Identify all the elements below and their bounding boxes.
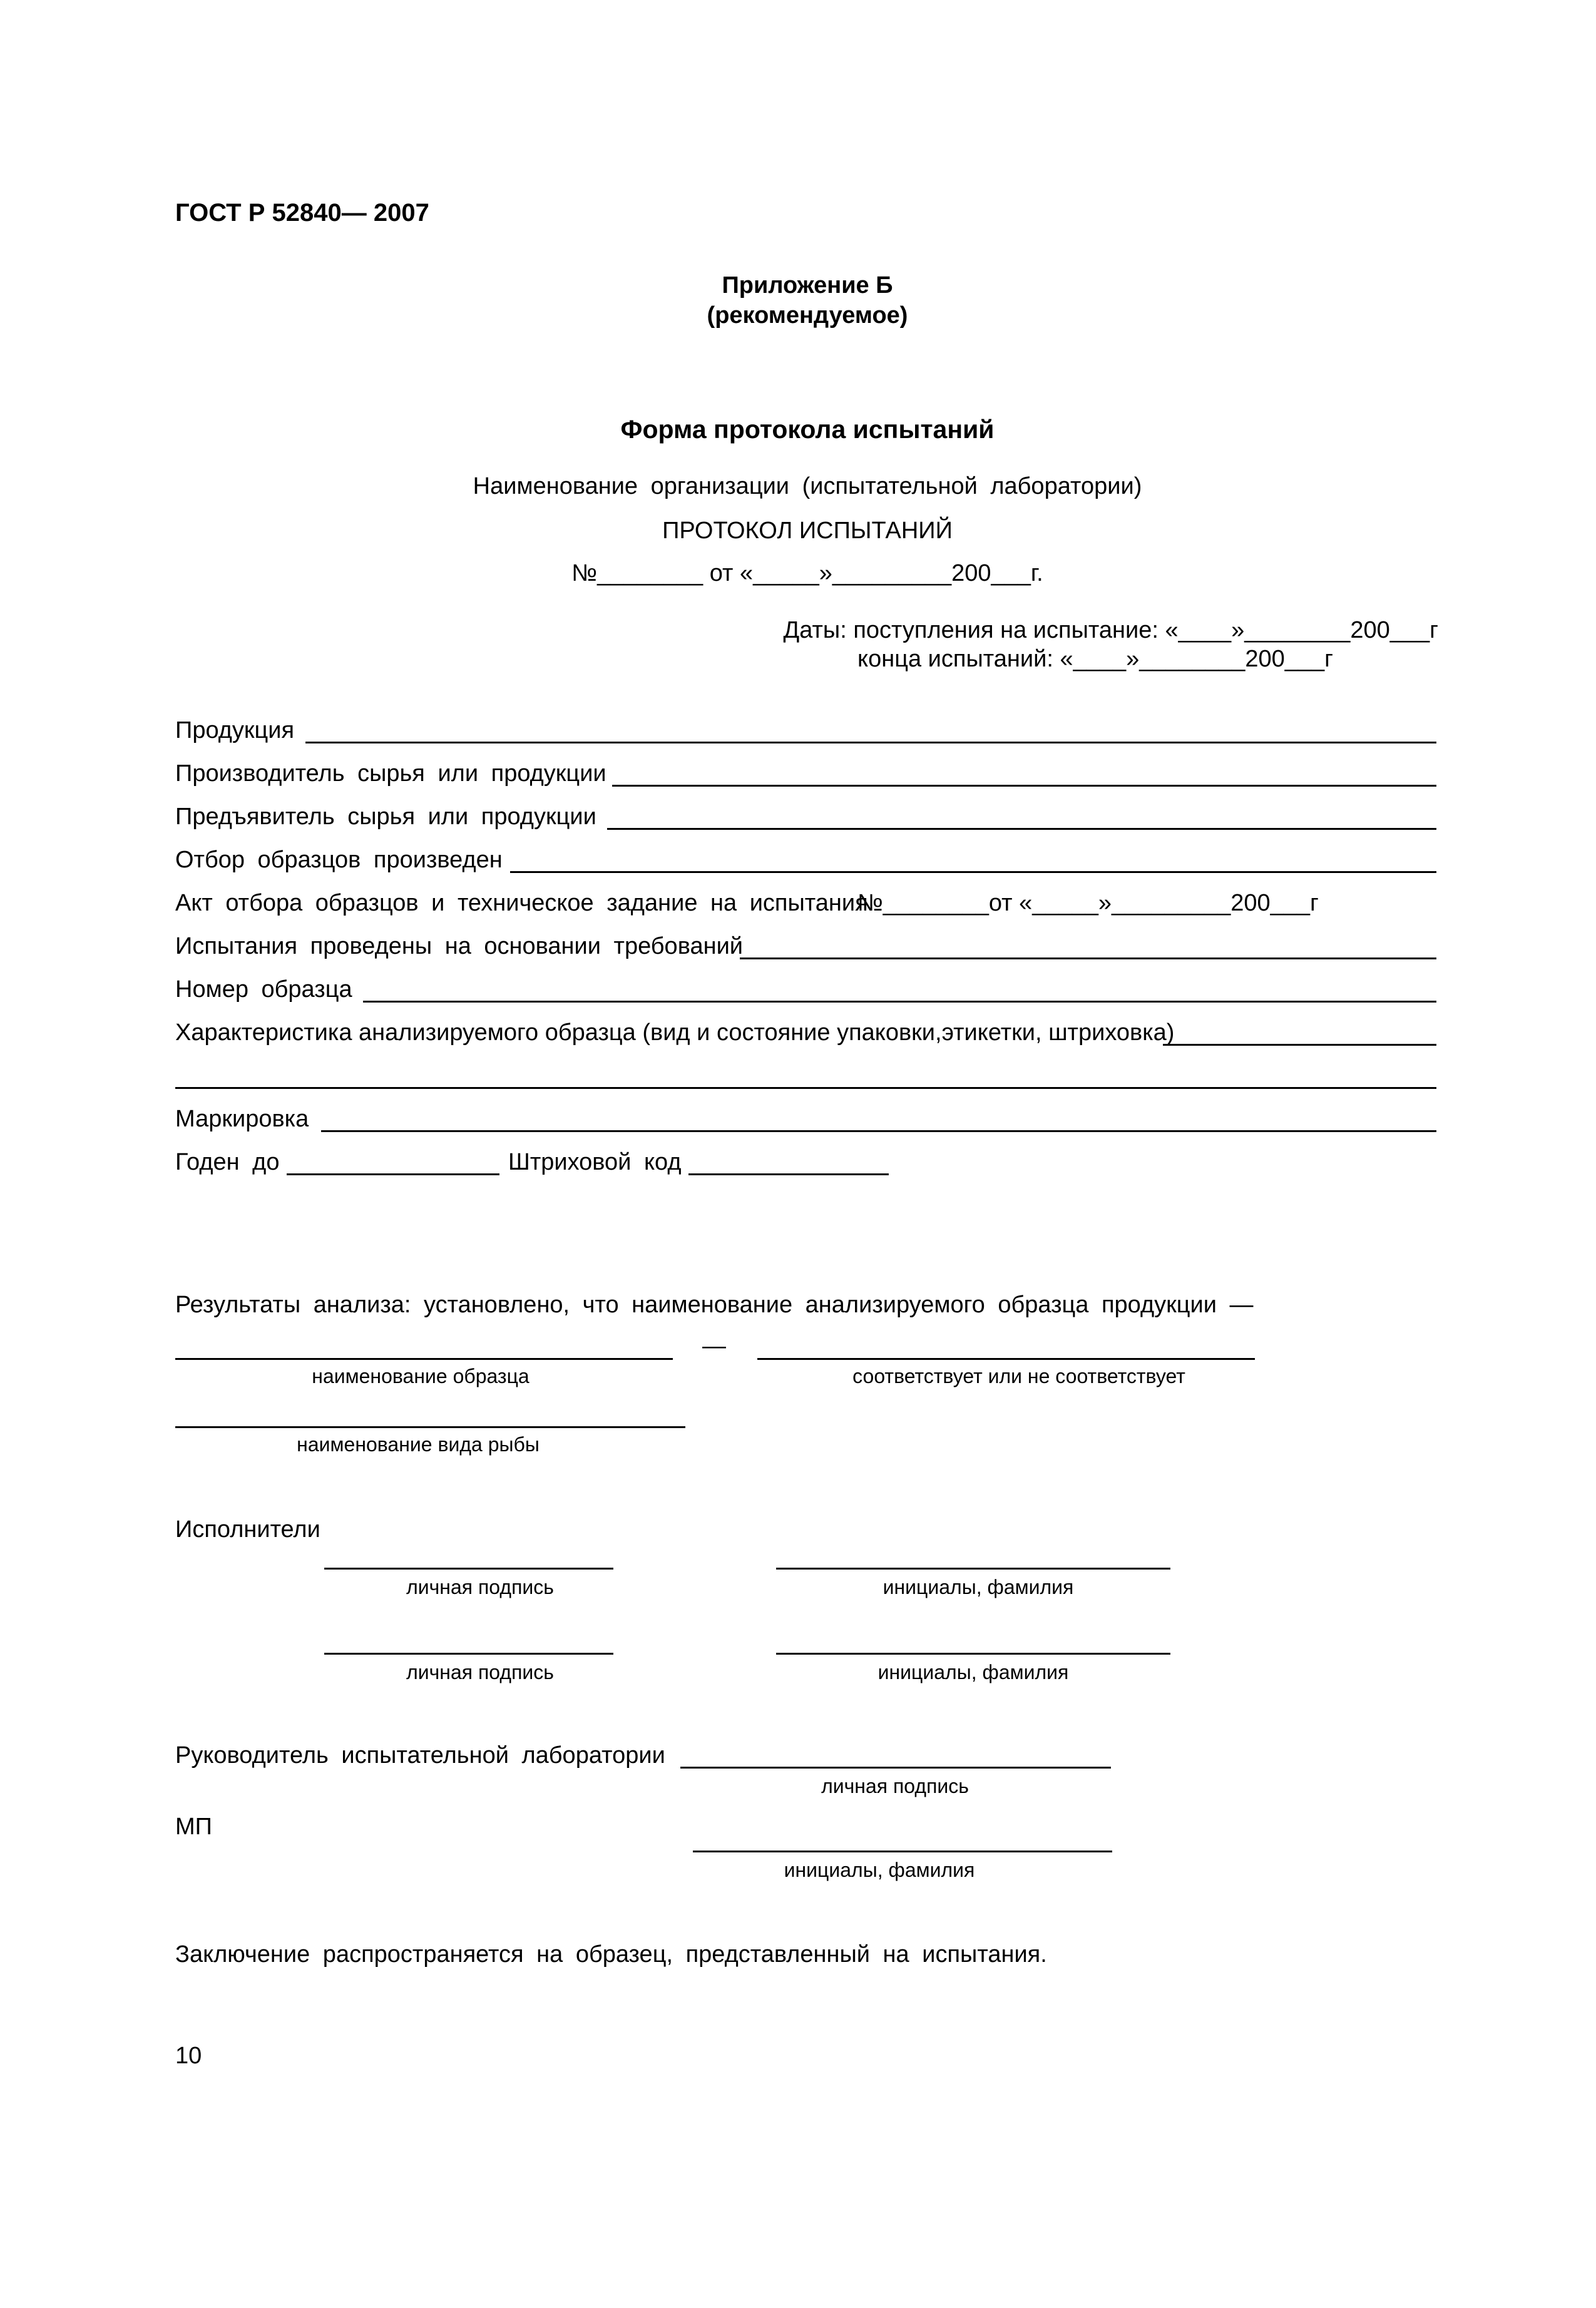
head-of-lab-signature-caption: личная подпись (821, 1775, 969, 1797)
field-basis-label: Испытания проведены на основании требований (175, 933, 744, 959)
field-sample-number-label: Номер образца (175, 976, 352, 1003)
stamp-label: МП (175, 1814, 212, 1840)
results-fish-line[interactable] (175, 1426, 685, 1428)
field-valid-until-line[interactable] (287, 1173, 499, 1175)
caption-fish-species: наименование вида рыбы (297, 1433, 540, 1456)
results-sample-line[interactable] (175, 1358, 673, 1360)
head-of-lab-label: Руководитель испытательной лаборатории (175, 1742, 665, 1769)
field-presenter-line[interactable] (607, 828, 1436, 830)
field-act-label: Акт отбора образцов и техническое задание на испытания (175, 890, 868, 916)
head-of-lab-signature-line[interactable] (680, 1767, 1111, 1769)
field-presenter-label: Предъявитель сырья или продукции (175, 804, 596, 830)
field-act-number: №________от «_____»_________200___г (857, 890, 1319, 916)
results-dash: — (702, 1333, 726, 1359)
field-product-line[interactable] (305, 742, 1436, 743)
field-characteristic-label: Характеристика анализируемого образца (вид и состояние упаковки,этикетки, штриховка) (175, 1019, 1175, 1046)
field-sampling-label: Отбор образцов произведен (175, 847, 503, 873)
executor2-name-caption: инициалы, фамилия (877, 1661, 1069, 1683)
results-text: Результаты анализа: установлено, что наименование анализируемого образца продукции — (175, 1292, 1254, 1318)
executor2-name-line[interactable] (776, 1653, 1170, 1655)
executors-label: Исполнители (175, 1516, 320, 1543)
field-marking-label: Маркировка (175, 1106, 309, 1132)
head-of-lab-name-line[interactable] (693, 1851, 1112, 1852)
field-product-label: Продукция (175, 717, 295, 743)
form-heading: Форма протокола испытаний (620, 415, 995, 444)
caption-conform: соответствует или не соответствует (852, 1365, 1185, 1387)
page-number: 10 (175, 2043, 202, 2069)
executor2-signature-line[interactable] (324, 1653, 613, 1655)
field-sampling-line[interactable] (510, 871, 1436, 873)
executor1-name-line[interactable] (776, 1568, 1170, 1570)
executor2-signature-caption: личная подпись (406, 1661, 554, 1683)
dates-end: конца испытаний: «____»________200___г (857, 646, 1333, 672)
conclusion-text: Заключение распространяется на образец, представленный на испытания. (175, 1941, 1047, 1968)
field-marking-line[interactable] (321, 1130, 1436, 1132)
field-producer-line[interactable] (612, 785, 1436, 787)
protocol-number-line: №________ от «_____»_________200___г. (571, 560, 1043, 586)
caption-sample-name: наименование образца (312, 1365, 529, 1387)
field-barcode-line[interactable] (688, 1173, 889, 1175)
organization-label: Наименование организации (испытательной лаборатории) (473, 473, 1142, 499)
field-characteristic-line[interactable] (1163, 1044, 1436, 1046)
executor1-signature-line[interactable] (324, 1568, 613, 1570)
field-producer-label: Производитель сырья или продукции (175, 760, 606, 787)
dates-received: Даты: поступления на испытание: «____»________200___г (783, 617, 1438, 643)
appendix-title: Приложение Б (722, 272, 893, 299)
head-of-lab-name-caption: инициалы, фамилия (784, 1859, 975, 1881)
field-basis-line[interactable] (740, 957, 1436, 959)
executor1-signature-caption: личная подпись (406, 1576, 554, 1598)
field-valid-until-label: Годен до (175, 1149, 280, 1175)
protocol-title: ПРОТОКОЛ ИСПЫТАНИЙ (662, 518, 953, 544)
executor1-name-caption: инициалы, фамилия (882, 1576, 1074, 1598)
document-code: ГОСТ Р 52840— 2007 (175, 199, 429, 227)
appendix-type: (рекомендуемое) (707, 302, 908, 329)
field-barcode-label: Штриховой код (508, 1149, 682, 1175)
field-characteristic-line-2[interactable] (175, 1087, 1436, 1089)
results-conform-line[interactable] (757, 1358, 1255, 1360)
field-sample-number-line[interactable] (363, 1001, 1436, 1003)
